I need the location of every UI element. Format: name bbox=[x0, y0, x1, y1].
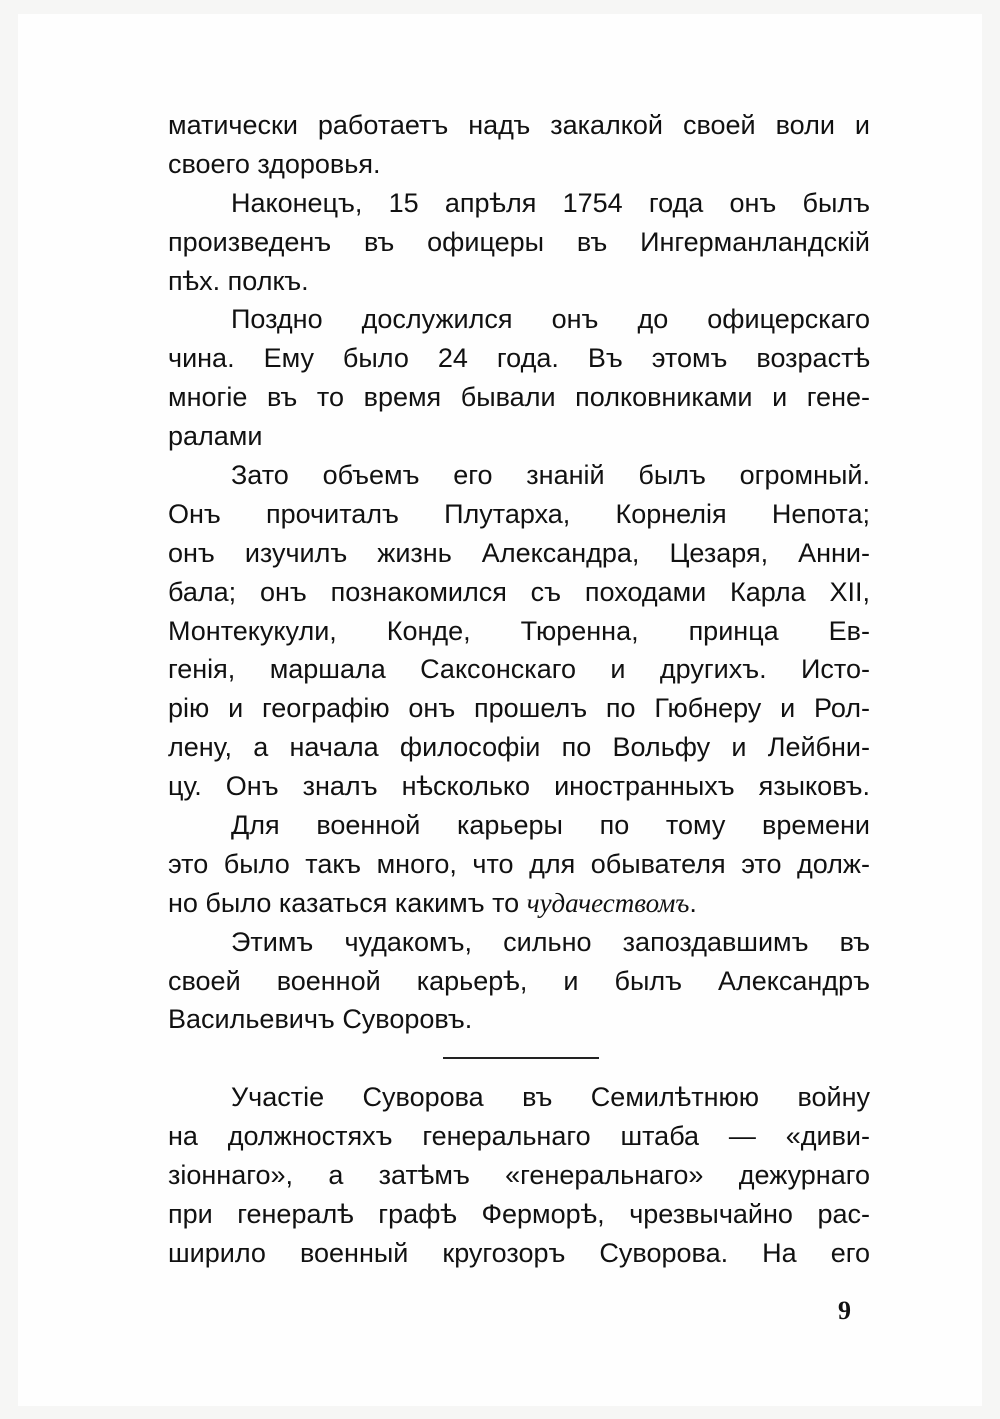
page-number: 9 bbox=[838, 1296, 851, 1325]
text-line: чина. Ему было 24 года. Въ этомъ возрастѣ bbox=[168, 343, 870, 374]
text-line: Для военной карьеры по тому времени bbox=[231, 810, 870, 841]
text-line: бала; онъ познакомился съ походами Карла XII, bbox=[168, 576, 870, 607]
text-line: Монтекукули, Конде, Тюренна, принца Ев- bbox=[168, 615, 870, 646]
section-separator bbox=[168, 1039, 870, 1078]
text-line: Онъ прочиталъ Плутарха, Корнелія Непота; bbox=[168, 498, 870, 529]
text-line: ширило военный кругозоръ Суворова. На его bbox=[168, 1237, 870, 1268]
text-line: генія, маршала Саксонскаго и другихъ. Исто- bbox=[168, 654, 870, 685]
text-line: зіоннаго», а затѣмъ «генеральнаго» дежурнаго bbox=[168, 1160, 870, 1191]
text-line-start: но было казаться какимъ то bbox=[168, 887, 520, 918]
text-line: это было такъ много, что для обывателя это долж- bbox=[168, 848, 870, 879]
text-line: пѣх. полкъ. bbox=[168, 265, 309, 296]
period: . bbox=[689, 887, 697, 918]
text-line: Поздно дослужился онъ до офицерскаго bbox=[231, 304, 870, 335]
text-line: Васильевичъ Суворовъ. bbox=[168, 1004, 473, 1035]
separator-rule bbox=[443, 1057, 599, 1059]
text-line: на должностяхъ генеральнаго штаба — «диви- bbox=[168, 1121, 870, 1152]
text-line: при генералѣ графѣ Ферморѣ, чрезвычайно рас- bbox=[168, 1198, 870, 1229]
body-text bbox=[168, 106, 870, 1273]
text-line: Участіе Суворова въ Семилѣтнюю войну bbox=[231, 1082, 870, 1113]
text-line: лену, а начала философіи по Вольфу и Лейбни- bbox=[168, 732, 870, 763]
text-line: своей военной карьерѣ, и былъ Александръ bbox=[168, 965, 870, 996]
book-page bbox=[18, 14, 982, 1406]
text-line: произведенъ въ офицеры въ Ингерманландскій bbox=[168, 226, 870, 257]
text-line: онъ изучилъ жизнь Александра, Цезаря, Анни- bbox=[168, 537, 870, 568]
text-line: матически работаетъ надъ закалкой своей воли и bbox=[168, 110, 870, 140]
text-line: Наконецъ, 15 апрѣля 1754 года онъ былъ bbox=[231, 187, 870, 218]
text-line: ралами bbox=[168, 421, 263, 452]
text-line: Зато объемъ его знаній былъ огромный. bbox=[231, 460, 870, 491]
text-line: Этимъ чудакомъ, сильно запоздавшимъ въ bbox=[231, 926, 870, 957]
text-line: своего здоровья. bbox=[168, 148, 381, 179]
text-line: многіе въ то время бывали полковниками и гене- bbox=[168, 382, 870, 413]
text-line bbox=[168, 884, 870, 923]
text-line: цу. Онъ зналъ нѣсколько иностранныхъ языковъ. bbox=[168, 771, 870, 802]
text-line: рію и географію онъ прошелъ по Гюбнеру и Рол- bbox=[168, 693, 870, 724]
italic-word: чудачествомъ bbox=[526, 887, 690, 918]
